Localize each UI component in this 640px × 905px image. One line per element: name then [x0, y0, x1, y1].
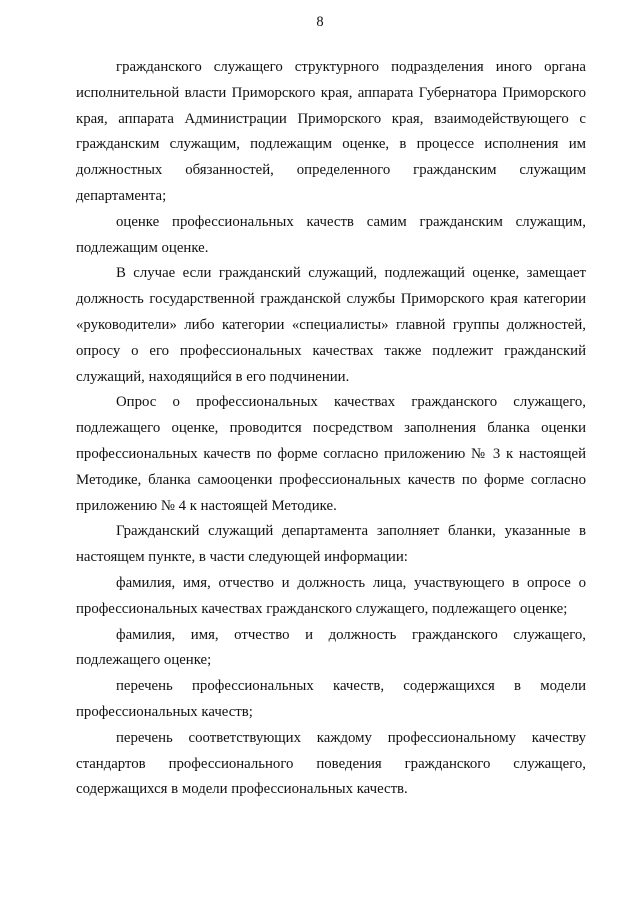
paragraph-form-filling: Гражданский служащий департамента заполняет бланки, указанные в настоящем пункте, в части следующей информации:: [76, 523, 586, 566]
page-number: 8: [316, 14, 324, 30]
list-item-assessed-info: фамилия, имя, отчество и должность гражданского служащего, подлежащего оценке;: [76, 626, 586, 669]
list-item-qualities-list: перечень профессиональных качеств, содержащихся в модели профессиональных качеств;: [76, 678, 586, 720]
document-body: [76, 55, 586, 803]
list-item-behavior-standards: перечень соответствующих каждому профессиональному качеству стандартов профессионального поведения гражданского служащего, содержащихся в модели профессиональных качеств.: [76, 729, 586, 798]
paragraph-subordinate-survey: В случае если гражданский служащий, подлежащий оценке, замещает должность государственной гражданской службы Приморского края категории «руководители» либо категории «специалисты» главной группы должностей, опросу о его профессиональных качествах также подлежит гражданский служащий, находящийся в его подчинении.: [76, 265, 586, 385]
paragraph-self-assessment: оценке профессиональных качеств самим гражданским служащим, подлежащим оценке.: [76, 213, 586, 256]
paragraph-continuation: гражданского служащего структурного подразделения иного органа исполнительной власти Приморского края, аппарата Губернатора Приморского края, аппарата Администрации Приморского края, взаимодействующего с гражданским служащим, подлежащим оценке, в процессе исполнения им должностных обязанностей, определенного гражданским служащим департамента;: [76, 59, 586, 204]
list-item-participant-info: фамилия, имя, отчество и должность лица, участвующего в опросе о профессиональных качествах гражданского служащего, подлежащего оценке;: [76, 574, 586, 617]
paragraph-survey-procedure: Опрос о профессиональных качествах гражданского служащего, подлежащего оценке, проводится посредством заполнения бланка оценки профессиональных качеств по форме согласно приложению № 3 к настоящей Методике, бланка самооценки профессиональных качеств по форме согласно приложению № 4 к настоящей Методике.: [76, 394, 586, 514]
